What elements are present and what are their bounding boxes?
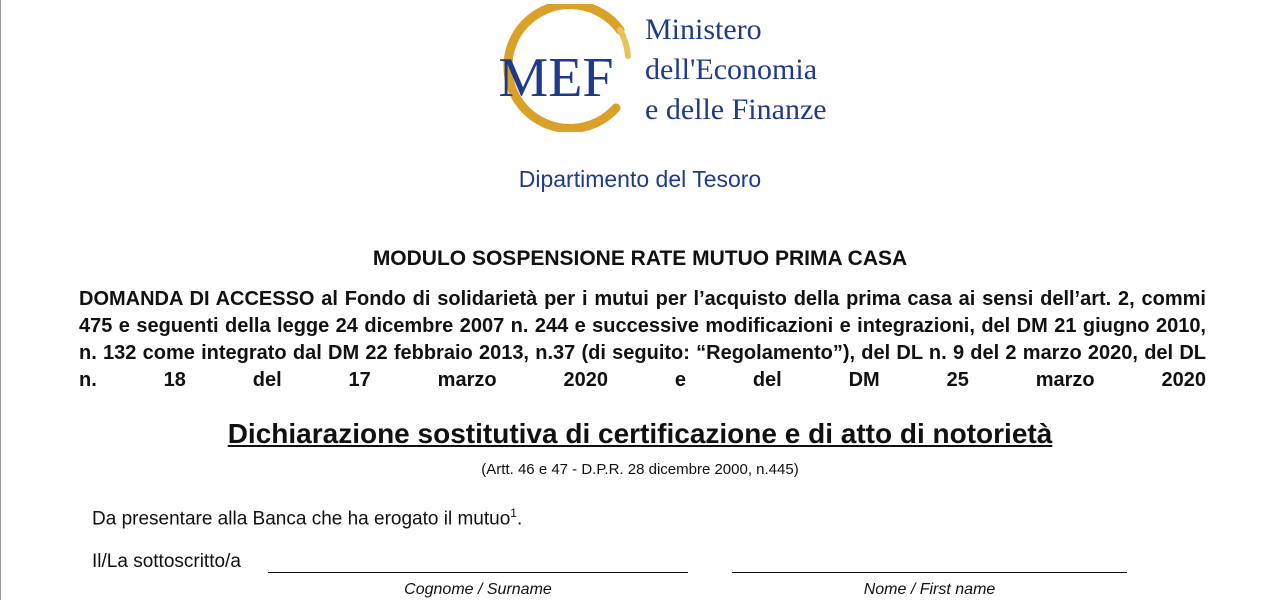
footnote-marker[interactable]: 1 [510,506,517,520]
ministry-name-line-1: Ministero [645,13,762,46]
presentation-period: . [516,508,523,530]
mef-logo-emblem [478,4,638,132]
declaration-reference: (Artt. 46 e 47 - D.P.R. 28 dicembre 2000, n.445) [481,461,799,478]
ministry-name [645,10,827,130]
presentation-text: Da presentare alla Banca che ha erogato il mutuo [92,508,511,530]
first-name-field[interactable] [732,572,1127,573]
surname-field[interactable] [268,572,688,573]
intro-paragraph: DOMANDA DI ACCESSO al Fondo di solidarietà per i mutui per l’acquisto della prima casa ai sensi dell’art. 2, commi 475 e seguenti della legge 24 dicembre 2007 n. 244 e successive modificazioni e integrazioni, del DM 21 giugno 2010, n. 132 come integrato dal DM 22 febbraio 2013, n.37 (di seguito: “Regolamento”), del DL n. 9 del 2 marzo 2020, del DL n. 18 del 17 marzo 2020 e del DM 25 marzo 2020 [79,288,1206,391]
department-name: Dipartimento del Tesoro [518,166,762,192]
ministry-name-line-2: dell'Economia [645,53,818,86]
signer-label: Il/La sottoscritto/a [92,551,241,572]
first-name-caption: Nome / First name [863,581,996,598]
presentation-note [92,506,522,530]
ministry-name-line-3: e delle Finanze [645,93,827,126]
logo-acronym: MEF [498,47,614,109]
page-edge-line [0,0,1,600]
declaration-title: Dichiarazione sostitutiva di certificazione e di atto di notorietà [227,418,1053,449]
mef-logo [478,4,858,134]
module-title: MODULO SOSPENSIONE RATE MUTUO PRIMA CASA [372,247,908,270]
surname-caption: Cognome / Surname [404,581,552,598]
